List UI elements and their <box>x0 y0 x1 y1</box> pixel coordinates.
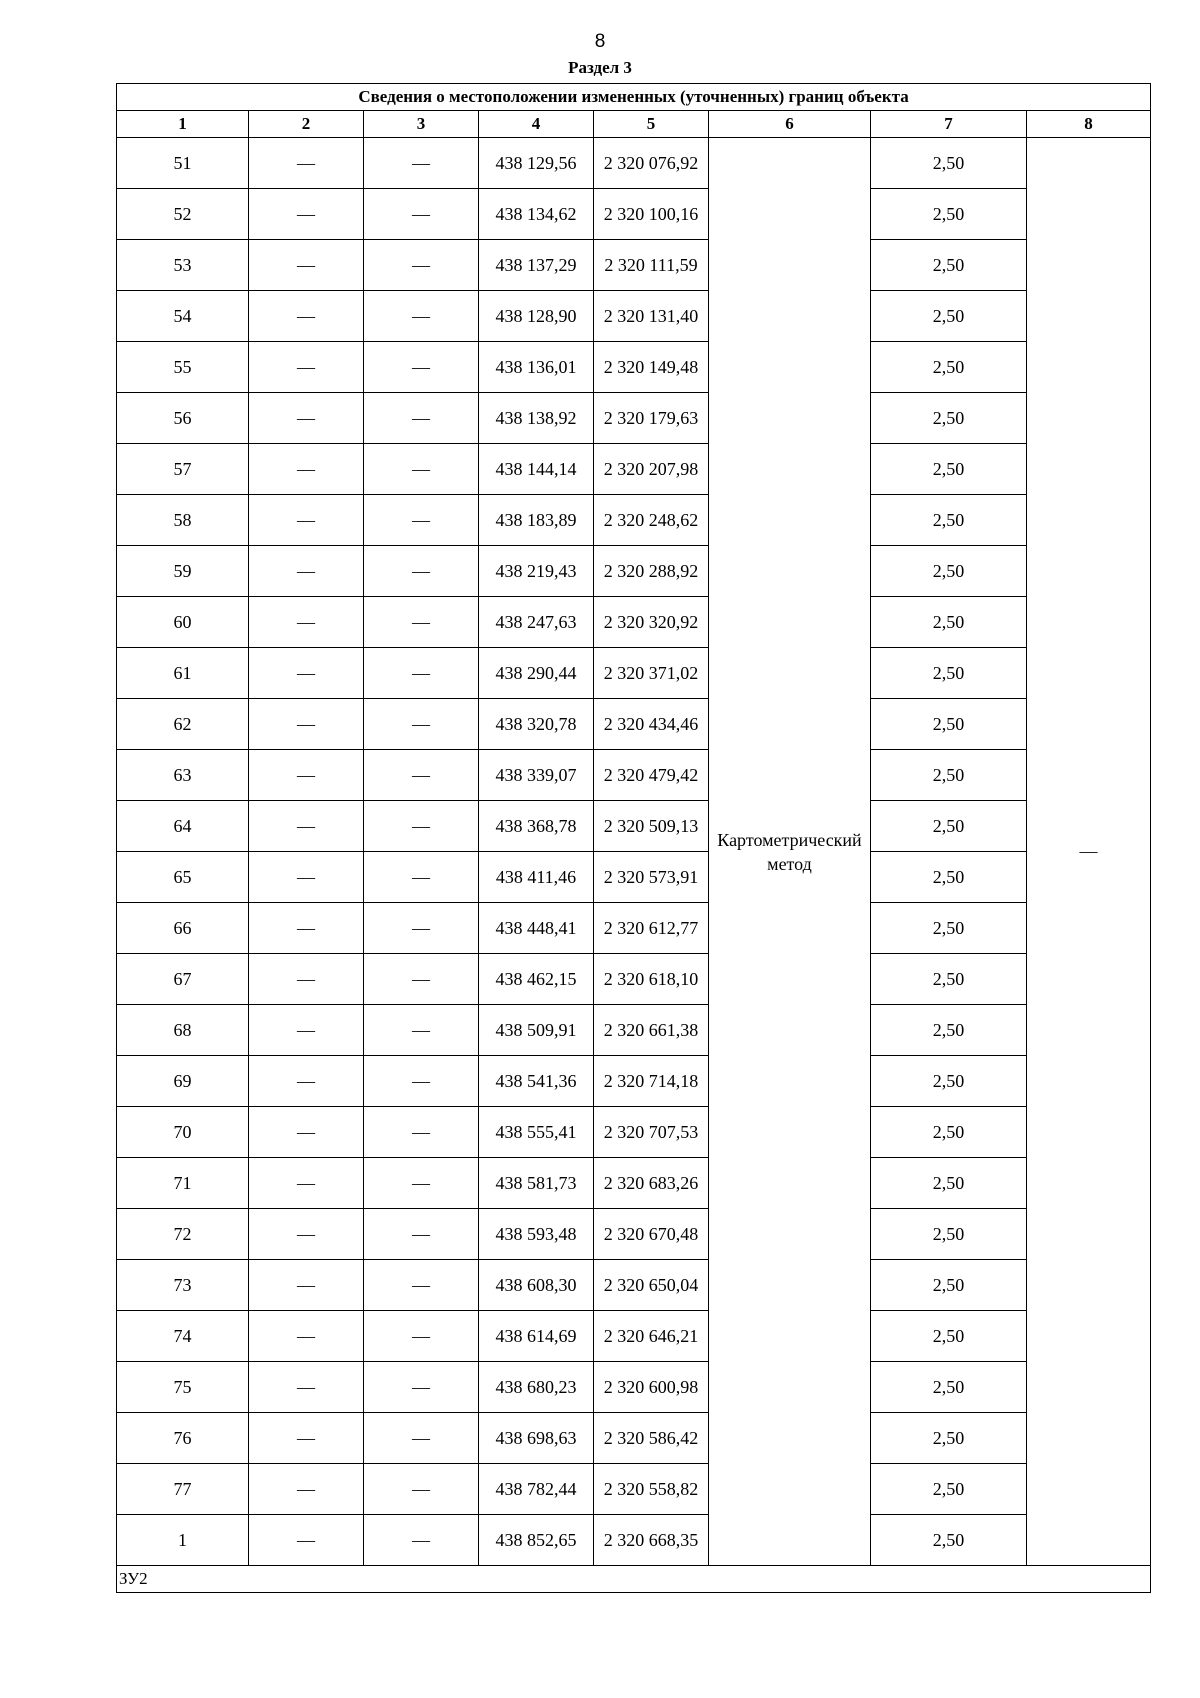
accuracy-cell: 2,50 <box>871 801 1027 852</box>
x-coordinate-cell: 438 136,01 <box>479 342 594 393</box>
col3-cell: — <box>364 801 479 852</box>
point-number-cell: 1 <box>117 1515 249 1566</box>
x-coordinate-cell: 438 183,89 <box>479 495 594 546</box>
y-coordinate-cell: 2 320 600,98 <box>594 1362 709 1413</box>
table-row <box>117 495 1151 546</box>
accuracy-cell: 2,50 <box>871 1209 1027 1260</box>
table-row <box>117 801 1151 852</box>
y-coordinate-cell: 2 320 661,38 <box>594 1005 709 1056</box>
x-coordinate-cell: 438 290,44 <box>479 648 594 699</box>
point-number-cell: 66 <box>117 903 249 954</box>
accuracy-cell: 2,50 <box>871 1515 1027 1566</box>
col2-cell: — <box>249 801 364 852</box>
column-header: 6 <box>709 111 871 138</box>
table-row <box>117 903 1151 954</box>
table-row <box>117 1209 1151 1260</box>
col2-cell: — <box>249 240 364 291</box>
accuracy-cell: 2,50 <box>871 291 1027 342</box>
y-coordinate-cell: 2 320 248,62 <box>594 495 709 546</box>
col3-cell: — <box>364 1005 479 1056</box>
col2-cell: — <box>249 1311 364 1362</box>
col8-cell: — <box>1027 138 1151 1566</box>
accuracy-cell: 2,50 <box>871 750 1027 801</box>
accuracy-cell: 2,50 <box>871 1107 1027 1158</box>
x-coordinate-cell: 438 138,92 <box>479 393 594 444</box>
col2-cell: — <box>249 1413 364 1464</box>
col3-cell: — <box>364 648 479 699</box>
col3-cell: — <box>364 1413 479 1464</box>
y-coordinate-cell: 2 320 371,02 <box>594 648 709 699</box>
column-header: 4 <box>479 111 594 138</box>
col2-cell: — <box>249 750 364 801</box>
x-coordinate-cell: 438 782,44 <box>479 1464 594 1515</box>
col2-cell: — <box>249 342 364 393</box>
accuracy-cell: 2,50 <box>871 1158 1027 1209</box>
col2-cell: — <box>249 546 364 597</box>
table-row <box>117 1107 1151 1158</box>
y-coordinate-cell: 2 320 714,18 <box>594 1056 709 1107</box>
y-coordinate-cell: 2 320 076,92 <box>594 138 709 189</box>
table-footer: ЗУ2 <box>117 1566 1151 1593</box>
column-header: 1 <box>117 111 249 138</box>
y-coordinate-cell: 2 320 149,48 <box>594 342 709 393</box>
col2-cell: — <box>249 393 364 444</box>
accuracy-cell: 2,50 <box>871 1362 1027 1413</box>
table-row <box>117 342 1151 393</box>
accuracy-cell: 2,50 <box>871 1056 1027 1107</box>
y-coordinate-cell: 2 320 612,77 <box>594 903 709 954</box>
col2-cell: — <box>249 903 364 954</box>
x-coordinate-cell: 438 462,15 <box>479 954 594 1005</box>
col3-cell: — <box>364 240 479 291</box>
point-number-cell: 77 <box>117 1464 249 1515</box>
column-header: 3 <box>364 111 479 138</box>
table-caption-row <box>117 84 1151 111</box>
col2-cell: — <box>249 1362 364 1413</box>
col3-cell: — <box>364 1362 479 1413</box>
x-coordinate-cell: 438 128,90 <box>479 291 594 342</box>
col3-cell: — <box>364 852 479 903</box>
table-row <box>117 189 1151 240</box>
point-number-cell: 70 <box>117 1107 249 1158</box>
x-coordinate-cell: 438 219,43 <box>479 546 594 597</box>
y-coordinate-cell: 2 320 207,98 <box>594 444 709 495</box>
y-coordinate-cell: 2 320 683,26 <box>594 1158 709 1209</box>
x-coordinate-cell: 438 614,69 <box>479 1311 594 1362</box>
col2-cell: — <box>249 852 364 903</box>
accuracy-cell: 2,50 <box>871 393 1027 444</box>
accuracy-cell: 2,50 <box>871 1464 1027 1515</box>
point-number-cell: 74 <box>117 1311 249 1362</box>
accuracy-cell: 2,50 <box>871 699 1027 750</box>
table-row <box>117 954 1151 1005</box>
y-coordinate-cell: 2 320 509,13 <box>594 801 709 852</box>
accuracy-cell: 2,50 <box>871 1311 1027 1362</box>
col2-cell: — <box>249 1515 364 1566</box>
y-coordinate-cell: 2 320 288,92 <box>594 546 709 597</box>
point-number-cell: 76 <box>117 1413 249 1464</box>
y-coordinate-cell: 2 320 479,42 <box>594 750 709 801</box>
col2-cell: — <box>249 1464 364 1515</box>
col3-cell: — <box>364 903 479 954</box>
col3-cell: — <box>364 342 479 393</box>
point-number-cell: 51 <box>117 138 249 189</box>
y-coordinate-cell: 2 320 707,53 <box>594 1107 709 1158</box>
point-number-cell: 54 <box>117 291 249 342</box>
col2-cell: — <box>249 291 364 342</box>
table-row <box>117 1515 1151 1566</box>
col3-cell: — <box>364 1311 479 1362</box>
point-number-cell: 57 <box>117 444 249 495</box>
accuracy-cell: 2,50 <box>871 240 1027 291</box>
y-coordinate-cell: 2 320 646,21 <box>594 1311 709 1362</box>
column-header: 2 <box>249 111 364 138</box>
col3-cell: — <box>364 1260 479 1311</box>
accuracy-cell: 2,50 <box>871 342 1027 393</box>
table-row <box>117 444 1151 495</box>
y-coordinate-cell: 2 320 573,91 <box>594 852 709 903</box>
x-coordinate-cell: 438 593,48 <box>479 1209 594 1260</box>
col2-cell: — <box>249 648 364 699</box>
col2-cell: — <box>249 444 364 495</box>
table-row <box>117 240 1151 291</box>
col2-cell: — <box>249 1005 364 1056</box>
table-row <box>117 1362 1151 1413</box>
column-header: 8 <box>1027 111 1151 138</box>
col3-cell: — <box>364 1056 479 1107</box>
col3-cell: — <box>364 1209 479 1260</box>
y-coordinate-cell: 2 320 434,46 <box>594 699 709 750</box>
x-coordinate-cell: 438 339,07 <box>479 750 594 801</box>
col2-cell: — <box>249 138 364 189</box>
point-number-cell: 62 <box>117 699 249 750</box>
point-number-cell: 55 <box>117 342 249 393</box>
y-coordinate-cell: 2 320 670,48 <box>594 1209 709 1260</box>
col2-cell: — <box>249 1056 364 1107</box>
accuracy-cell: 2,50 <box>871 597 1027 648</box>
x-coordinate-cell: 438 541,36 <box>479 1056 594 1107</box>
point-number-cell: 63 <box>117 750 249 801</box>
col2-cell: — <box>249 189 364 240</box>
col2-cell: — <box>249 954 364 1005</box>
table-row <box>117 852 1151 903</box>
section-title: Раздел 3 <box>568 58 632 77</box>
table-row <box>117 1311 1151 1362</box>
page-number: 8 <box>594 31 606 52</box>
accuracy-cell: 2,50 <box>871 903 1027 954</box>
col2-cell: — <box>249 495 364 546</box>
x-coordinate-cell: 438 320,78 <box>479 699 594 750</box>
y-coordinate-cell: 2 320 111,59 <box>594 240 709 291</box>
point-number-cell: 52 <box>117 189 249 240</box>
x-coordinate-cell: 438 129,56 <box>479 138 594 189</box>
point-number-cell: 72 <box>117 1209 249 1260</box>
accuracy-cell: 2,50 <box>871 1005 1027 1056</box>
x-coordinate-cell: 438 509,91 <box>479 1005 594 1056</box>
y-coordinate-cell: 2 320 131,40 <box>594 291 709 342</box>
col2-cell: — <box>249 1209 364 1260</box>
col3-cell: — <box>364 954 479 1005</box>
table-row <box>117 750 1151 801</box>
accuracy-cell: 2,50 <box>871 954 1027 1005</box>
table-row <box>117 1158 1151 1209</box>
x-coordinate-cell: 438 134,62 <box>479 189 594 240</box>
y-coordinate-cell: 2 320 320,92 <box>594 597 709 648</box>
col3-cell: — <box>364 546 479 597</box>
boundary-table <box>116 83 1151 1593</box>
x-coordinate-cell: 438 581,73 <box>479 1158 594 1209</box>
table-body <box>117 84 1151 1593</box>
col3-cell: — <box>364 1107 479 1158</box>
y-coordinate-cell: 2 320 179,63 <box>594 393 709 444</box>
table-footer-row <box>117 1566 1151 1593</box>
col3-cell: — <box>364 189 479 240</box>
y-coordinate-cell: 2 320 558,82 <box>594 1464 709 1515</box>
col2-cell: — <box>249 1260 364 1311</box>
col2-cell: — <box>249 1158 364 1209</box>
point-number-cell: 75 <box>117 1362 249 1413</box>
table-row <box>117 597 1151 648</box>
table-header-row <box>117 111 1151 138</box>
x-coordinate-cell: 438 680,23 <box>479 1362 594 1413</box>
col2-cell: — <box>249 1107 364 1158</box>
accuracy-cell: 2,50 <box>871 1260 1027 1311</box>
accuracy-cell: 2,50 <box>871 852 1027 903</box>
x-coordinate-cell: 438 698,63 <box>479 1413 594 1464</box>
point-number-cell: 68 <box>117 1005 249 1056</box>
accuracy-cell: 2,50 <box>871 495 1027 546</box>
accuracy-cell: 2,50 <box>871 1413 1027 1464</box>
y-coordinate-cell: 2 320 668,35 <box>594 1515 709 1566</box>
col3-cell: — <box>364 291 479 342</box>
table-caption: Сведения о местоположении измененных (уточненных) границ объекта <box>117 84 1151 111</box>
table-row <box>117 1056 1151 1107</box>
col3-cell: — <box>364 1464 479 1515</box>
col3-cell: — <box>364 1158 479 1209</box>
point-number-cell: 53 <box>117 240 249 291</box>
x-coordinate-cell: 438 608,30 <box>479 1260 594 1311</box>
accuracy-cell: 2,50 <box>871 546 1027 597</box>
accuracy-cell: 2,50 <box>871 444 1027 495</box>
accuracy-cell: 2,50 <box>871 648 1027 699</box>
method-cell: Картометрический метод <box>709 138 871 1566</box>
col3-cell: — <box>364 393 479 444</box>
point-number-cell: 60 <box>117 597 249 648</box>
point-number-cell: 58 <box>117 495 249 546</box>
table-row <box>117 1260 1151 1311</box>
table-row <box>117 393 1151 444</box>
y-coordinate-cell: 2 320 586,42 <box>594 1413 709 1464</box>
point-number-cell: 65 <box>117 852 249 903</box>
table-row <box>117 1464 1151 1515</box>
x-coordinate-cell: 438 368,78 <box>479 801 594 852</box>
col3-cell: — <box>364 1515 479 1566</box>
accuracy-cell: 2,50 <box>871 138 1027 189</box>
col3-cell: — <box>364 138 479 189</box>
table-row <box>117 699 1151 750</box>
x-coordinate-cell: 438 411,46 <box>479 852 594 903</box>
point-number-cell: 73 <box>117 1260 249 1311</box>
x-coordinate-cell: 438 448,41 <box>479 903 594 954</box>
point-number-cell: 61 <box>117 648 249 699</box>
table-row <box>117 1413 1151 1464</box>
table-row <box>117 1005 1151 1056</box>
y-coordinate-cell: 2 320 618,10 <box>594 954 709 1005</box>
col3-cell: — <box>364 444 479 495</box>
col3-cell: — <box>364 495 479 546</box>
point-number-cell: 56 <box>117 393 249 444</box>
point-number-cell: 69 <box>117 1056 249 1107</box>
col3-cell: — <box>364 699 479 750</box>
y-coordinate-cell: 2 320 100,16 <box>594 189 709 240</box>
x-coordinate-cell: 438 555,41 <box>479 1107 594 1158</box>
x-coordinate-cell: 438 247,63 <box>479 597 594 648</box>
x-coordinate-cell: 438 852,65 <box>479 1515 594 1566</box>
table-row <box>117 138 1151 189</box>
table-row <box>117 648 1151 699</box>
col3-cell: — <box>364 597 479 648</box>
table-row <box>117 546 1151 597</box>
point-number-cell: 71 <box>117 1158 249 1209</box>
y-coordinate-cell: 2 320 650,04 <box>594 1260 709 1311</box>
x-coordinate-cell: 438 144,14 <box>479 444 594 495</box>
col2-cell: — <box>249 699 364 750</box>
col3-cell: — <box>364 750 479 801</box>
point-number-cell: 59 <box>117 546 249 597</box>
accuracy-cell: 2,50 <box>871 189 1027 240</box>
col2-cell: — <box>249 597 364 648</box>
x-coordinate-cell: 438 137,29 <box>479 240 594 291</box>
point-number-cell: 64 <box>117 801 249 852</box>
point-number-cell: 67 <box>117 954 249 1005</box>
column-header: 5 <box>594 111 709 138</box>
table-row <box>117 291 1151 342</box>
column-header: 7 <box>871 111 1027 138</box>
